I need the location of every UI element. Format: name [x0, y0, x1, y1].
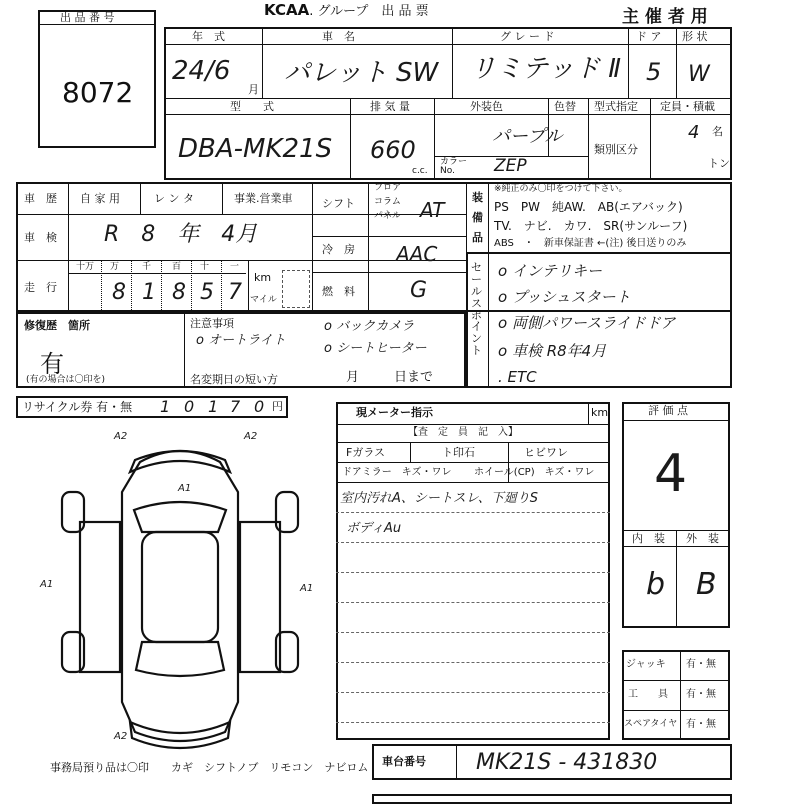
meter-unit: km	[591, 406, 609, 419]
rename-month: 月	[346, 370, 360, 385]
digit-head-1: 一	[230, 262, 240, 272]
car-diagram	[60, 432, 300, 762]
notes-label: 注意事項	[190, 317, 234, 330]
damage-mark-2: A2	[244, 431, 258, 442]
fuel-label: 燃 料	[322, 285, 355, 298]
ac-value: AAC	[396, 242, 438, 266]
mirror-label: ドアミラー キズ・ワレ	[342, 467, 452, 478]
digit-head-100k: 十万	[76, 262, 95, 272]
rename-day: 日まで	[394, 370, 434, 385]
grade-label: グ レ ー ド	[500, 30, 555, 43]
recycle-digit-5: 0	[254, 397, 265, 416]
shift-floor: フロア	[374, 183, 402, 193]
car-value: パレット SW	[284, 58, 439, 88]
history-private: 自 家 用	[80, 192, 120, 205]
year-value: 24/6	[172, 56, 231, 86]
ac-label: 冷 房	[322, 243, 355, 256]
km-unit: km	[254, 271, 272, 284]
auction-org	[264, 0, 429, 19]
rear-window	[136, 642, 224, 676]
car-label: 車 名	[322, 30, 355, 43]
lot-label: 出 品 番 号	[60, 11, 115, 24]
damage-mark-5: A1	[300, 583, 314, 594]
sales-label: セ ー ル ス ポ イ ン ト	[471, 261, 482, 358]
capacity-value: 4	[688, 122, 700, 143]
history-business: 事業.営業車	[234, 192, 293, 205]
car-body-outline	[122, 451, 238, 741]
windshield	[134, 502, 226, 532]
color-change-label: 色替	[554, 100, 576, 113]
sales-point-2: o プッシュスタート	[498, 288, 631, 306]
digit-head-10: 十	[200, 262, 210, 272]
repair-note: (有の場合は〇印を)	[26, 375, 106, 385]
notes-item-1: o オートライト	[196, 333, 286, 348]
recycle-digit-1: 1	[160, 397, 171, 416]
exterior-value: B	[696, 567, 717, 602]
recycle-digit-4: 7	[230, 397, 241, 416]
jack-label: ジャッキ	[626, 659, 666, 670]
inspection-label: 車 検	[24, 231, 57, 244]
shift-value: AT	[420, 198, 445, 222]
door-label: ド ア	[636, 30, 662, 43]
interior-value: b	[646, 567, 666, 602]
equipment-label: 装 備 品	[472, 191, 483, 244]
model-label: 型 式	[230, 100, 274, 113]
tool-opt: 有・無	[686, 689, 716, 700]
digit-head-100: 百	[172, 262, 182, 272]
capacity-unit: 名	[712, 125, 723, 138]
recycle-label: リサイクル券 有・無	[22, 400, 133, 414]
digit-head-1k: 千	[142, 262, 152, 272]
mile-box	[282, 270, 310, 308]
class-label: 類別区分	[594, 143, 638, 156]
damage-mark-1: A2	[114, 431, 128, 442]
disp-value: 660	[370, 136, 416, 164]
org-name: KCAA	[264, 1, 310, 19]
color-no-value: ZEP	[494, 156, 527, 176]
disp-unit: c.c.	[412, 166, 428, 176]
stone-label: ト印石	[442, 446, 475, 459]
mile-unit: マイル	[250, 295, 277, 305]
recycle-unit: 円	[272, 400, 283, 413]
type-label: 型式指定	[594, 100, 638, 113]
equipment-line-2: TV. ナビ. カワ. SR(サンルーフ)	[494, 219, 688, 233]
roof	[142, 532, 218, 642]
equipment-note: ※純正のみ〇印をつけて下さい。	[494, 184, 628, 194]
sales-box	[466, 252, 732, 388]
chassis-label: 車台番号	[382, 755, 426, 768]
shift-panel: パネル	[374, 211, 402, 221]
rename-label: 名変期日の短い方	[190, 373, 278, 386]
remark-2: ボディAu	[346, 521, 402, 536]
door-value: 5	[646, 58, 662, 86]
interior-label: 内 装	[632, 532, 665, 545]
score-label: 評 価 点	[648, 404, 688, 417]
fuel-value: G	[410, 278, 428, 303]
glass-label: Fガラス	[346, 446, 385, 459]
keys-text: 事務局預り品は〇印 カギ シフトノブ リモコン ナビロム	[50, 761, 369, 774]
right-side	[240, 522, 280, 672]
sales-point-1: o インテリキー	[498, 262, 602, 280]
exterior-label: 外 装	[686, 532, 719, 545]
history-rental: レ ン タ	[154, 192, 194, 205]
color-label: 外装色	[470, 100, 503, 113]
notes-item-3: o シートヒーター	[324, 341, 427, 356]
damage-mark-3: A1	[178, 483, 192, 494]
shape-label: 形 状	[682, 30, 708, 43]
mileage-digit-4: 5	[200, 280, 214, 305]
host-label: 主 催 者 用	[622, 7, 708, 27]
history-label: 車 歴	[24, 192, 57, 205]
chassis-value: MK21S - 431830	[476, 750, 658, 775]
shift-label: シフト	[322, 197, 355, 210]
equipment-line-1: PS PW 純AW. AB(エアバック)	[494, 200, 683, 214]
inspection-value: R 8 年 4月	[104, 222, 258, 247]
jack-opt: 有・無	[686, 659, 716, 670]
org-suffix: . グループ 出 品 票	[309, 4, 429, 19]
mileage-digit-2: 1	[142, 280, 156, 305]
spare-label: スペアタイヤ	[624, 719, 678, 729]
shift-column: コラム	[374, 197, 401, 207]
inspector-label: 【査 定 員 記 入】	[408, 427, 518, 438]
mileage-digit-3: 8	[172, 280, 186, 305]
repair-label: 修復歴 箇所	[24, 319, 90, 332]
color-no-label: カラー No.	[440, 157, 468, 176]
equipment-line-3: ABS ・ 新車保証書 ←(注) 後日送りのみ	[494, 238, 687, 249]
grade-value: リミテッド Ⅱ	[470, 54, 622, 84]
mileage-digit-5: 7	[228, 280, 242, 305]
front-bumper	[130, 451, 230, 472]
notes-item-2: o バックカメラ	[324, 319, 415, 334]
spare-opt: 有・無	[686, 719, 716, 730]
left-side	[80, 522, 120, 672]
model-value: DBA-MK21S	[178, 134, 333, 164]
disp-label: 排 気 量	[370, 100, 410, 113]
sales-point-5: . ETC	[498, 368, 537, 386]
color-value: パープル	[492, 126, 563, 147]
tool-label: 工 具	[628, 689, 668, 700]
capacity-label: 定員・積載	[660, 100, 715, 113]
mileage-label: 走 行	[24, 281, 57, 294]
damage-mark-6: A2	[114, 731, 128, 742]
remark-1: 室内汚れA、シートスレ、下廻りS	[340, 491, 538, 506]
crack-label: ヒビワレ	[524, 446, 568, 459]
repair-value: 有	[40, 350, 64, 378]
mileage-digit-1: 8	[112, 280, 126, 305]
shape-value: W	[688, 62, 710, 87]
ton-unit: トン	[708, 157, 730, 170]
damage-mark-4: A1	[40, 579, 54, 590]
score-value: 4	[654, 444, 688, 504]
bottom-strip	[372, 794, 732, 804]
recycle-digit-3: 1	[208, 397, 219, 416]
year-label: 年 式	[192, 30, 225, 43]
year-unit: 月	[248, 83, 259, 96]
wheel-label: ホイール(CP) キズ・ワレ	[474, 467, 595, 478]
sales-point-3: o 両側パワースライドドア	[498, 314, 676, 332]
sales-point-4: o 車検 R8年4月	[498, 342, 607, 360]
meter-label: 現メーター指示	[356, 406, 433, 419]
recycle-digit-2: 0	[184, 397, 195, 416]
lot-number: 8072	[62, 76, 134, 109]
digit-head-10k: 万	[110, 262, 120, 272]
